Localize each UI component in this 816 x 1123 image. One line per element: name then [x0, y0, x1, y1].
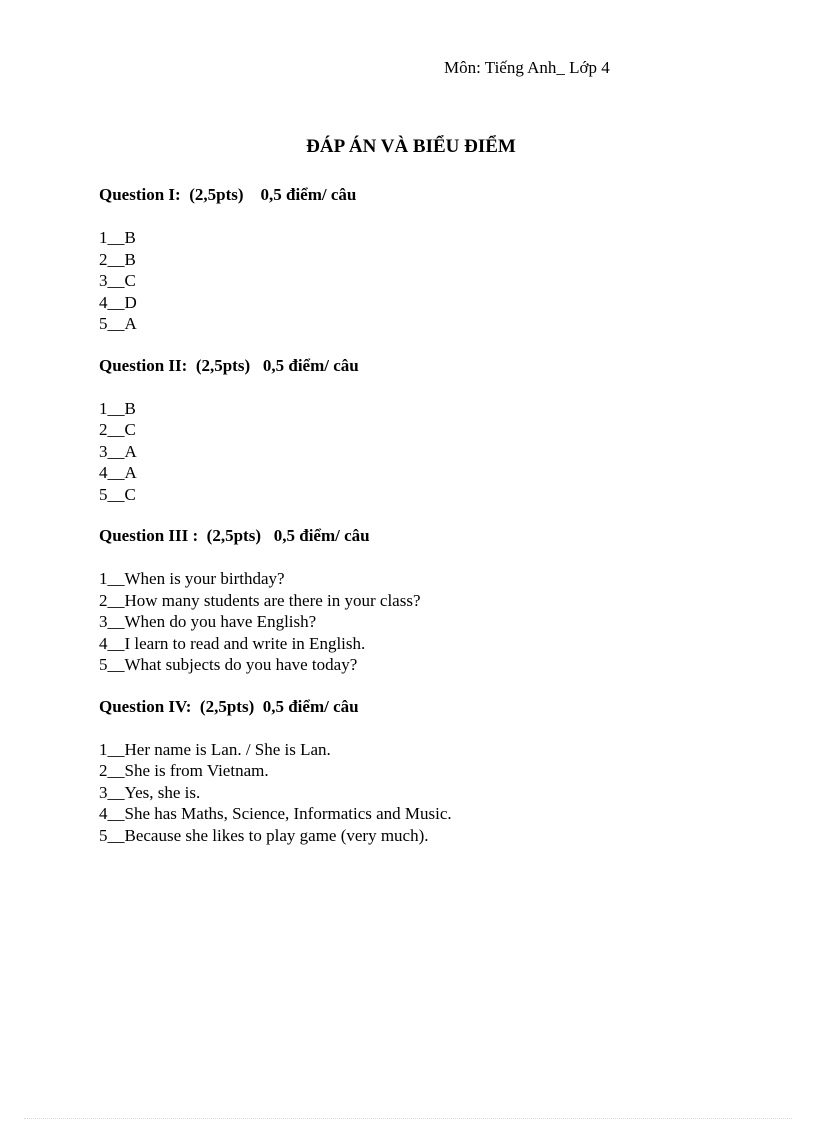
question-section-1 [99, 184, 779, 335]
question-heading: Question I: (2,5pts) 0,5 điểm/ câu [99, 185, 357, 204]
answer-item: 3__Yes, she is. [99, 782, 201, 802]
question-heading: Question II: (2,5pts) 0,5 điểm/ câu [99, 355, 359, 375]
answer-list [99, 398, 779, 506]
answer-item: 2__C [99, 420, 136, 439]
answer-item: 2__She is from Vietnam. [99, 761, 269, 780]
answer-item: 3__A [99, 441, 137, 461]
answer-item: 4__A [99, 463, 137, 482]
answer-item: 1__Her name is Lan. / She is Lan. [99, 739, 331, 759]
subject-label: Môn: Tiếng Anh_ Lớp 4 [444, 58, 610, 77]
page-bottom-divider [24, 1118, 792, 1119]
answer-item: 1__B [99, 228, 136, 247]
answer-item: 2__How many students are there in your class? [99, 590, 421, 610]
answer-item: 3__C [99, 271, 136, 290]
page-title: ĐÁP ÁN VÀ BIỂU ĐIỂM [306, 136, 516, 157]
question-section-3 [99, 525, 779, 676]
answer-item: 1__When is your birthday? [99, 569, 285, 588]
answer-item: 4__She has Maths, Science, Informatics and Music. [99, 804, 452, 823]
question-heading: Question IV: (2,5pts) 0,5 điểm/ câu [99, 696, 359, 716]
answer-item: 4__I learn to read and write in English. [99, 633, 366, 653]
answer-list [99, 227, 779, 335]
answer-item: 2__B [99, 249, 136, 269]
answer-item: 5__C [99, 484, 136, 504]
answer-list [99, 568, 779, 676]
answer-item: 3__When do you have English? [99, 612, 317, 631]
answer-item: 1__B [99, 398, 136, 418]
answer-key-content [99, 184, 779, 866]
answer-item: 5__What subjects do you have today? [99, 655, 358, 674]
question-section-4 [99, 696, 779, 847]
answer-item: 4__D [99, 292, 137, 312]
question-heading: Question III : (2,5pts) 0,5 điểm/ câu [99, 526, 370, 545]
answer-item: 5__A [99, 314, 137, 333]
answer-item: 5__Because she likes to play game (very much). [99, 825, 429, 845]
question-section-2 [99, 355, 779, 506]
answer-list [99, 739, 779, 847]
